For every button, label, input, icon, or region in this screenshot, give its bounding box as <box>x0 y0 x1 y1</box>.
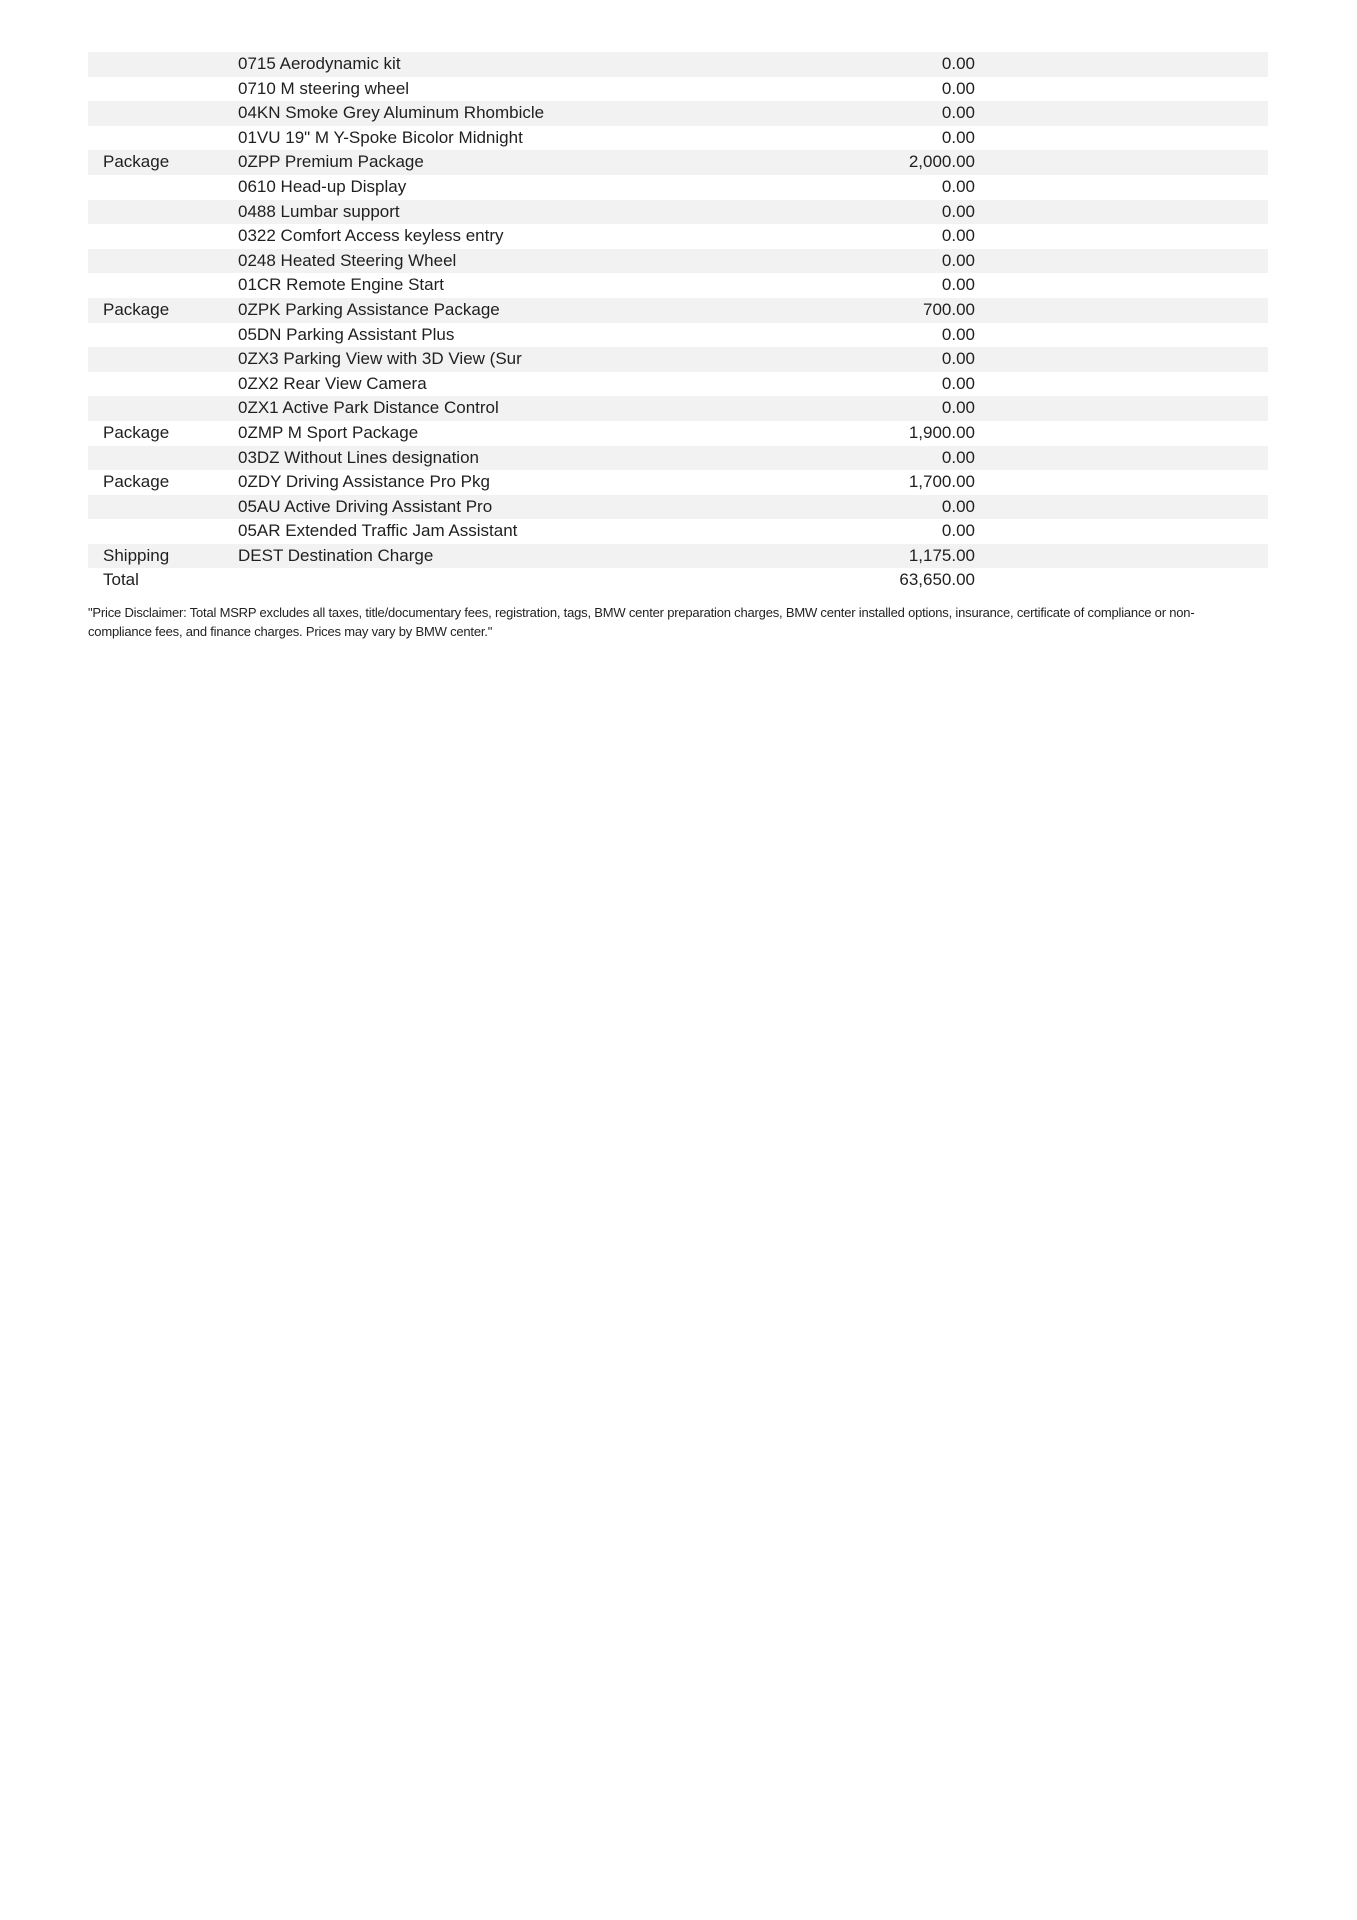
row-item: 04KN Smoke Grey Aluminum Rhombicle <box>238 103 545 123</box>
table-row <box>88 544 1268 569</box>
row-item: 0610 Head-up Display <box>238 176 407 196</box>
row-item: DEST Destination Charge <box>238 545 434 565</box>
table-row <box>88 273 1268 298</box>
row-price: 1,175.00 <box>908 545 975 565</box>
row-item: 0715 Aerodynamic kit <box>238 54 401 73</box>
row-item: 05AR Extended Traffic Jam Assistant <box>238 521 518 541</box>
row-category: Shipping <box>103 545 170 565</box>
row-category: Total <box>103 570 139 590</box>
row-price: 0.00 <box>941 521 975 541</box>
table-row <box>88 323 1268 348</box>
table-row <box>88 347 1268 372</box>
table-row <box>88 77 1268 102</box>
table-row <box>88 101 1268 126</box>
row-item: 0248 Heated Steering Wheel <box>238 250 457 270</box>
row-price: 0.00 <box>941 373 975 393</box>
table-row <box>88 200 1268 225</box>
table-row <box>88 396 1268 421</box>
table-row <box>88 175 1268 200</box>
table-row <box>88 446 1268 471</box>
row-price: 700.00 <box>923 299 975 319</box>
table-row <box>88 224 1268 249</box>
row-category: Package <box>103 299 170 319</box>
table-row <box>88 495 1268 520</box>
row-item: 0ZX2 Rear View Camera <box>238 373 427 393</box>
table-row <box>88 568 1268 593</box>
row-item: 05DN Parking Assistant Plus <box>238 324 455 344</box>
row-price: 0.00 <box>941 103 975 123</box>
row-item: 03DZ Without Lines designation <box>238 447 479 467</box>
table-row <box>88 52 1268 77</box>
table-row <box>88 126 1268 151</box>
row-price: 0.00 <box>941 496 975 516</box>
row-item: 0488 Lumbar support <box>238 201 400 221</box>
row-price: 0.00 <box>941 176 975 196</box>
row-item: 0ZX1 Active Park Distance Control <box>238 398 499 418</box>
table-row <box>88 372 1268 397</box>
row-item: 0ZPP Premium Package <box>238 152 424 172</box>
table-row <box>88 298 1268 323</box>
row-price: 63,650.00 <box>899 570 975 590</box>
row-price: 1,900.00 <box>908 422 975 442</box>
row-item: 0ZPK Parking Assistance Package <box>238 299 500 319</box>
table-row <box>88 519 1268 544</box>
row-item: 01VU 19" M Y-Spoke Bicolor Midnight <box>238 127 523 147</box>
row-price: 2,000.00 <box>908 152 975 172</box>
row-item: 0ZMP M Sport Package <box>238 422 419 442</box>
row-item: 05AU Active Driving Assistant Pro <box>238 496 493 516</box>
row-price: 0.00 <box>941 54 975 73</box>
row-price: 0.00 <box>941 201 975 221</box>
table-row <box>88 249 1268 274</box>
row-item: 0ZDY Driving Assistance Pro Pkg <box>238 472 490 492</box>
row-price: 0.00 <box>941 226 975 246</box>
row-price: 0.00 <box>941 275 975 295</box>
options-table <box>88 52 1268 593</box>
row-category: Package <box>103 152 170 172</box>
table-row <box>88 470 1268 495</box>
row-category: Package <box>103 422 170 442</box>
row-price: 0.00 <box>941 349 975 369</box>
price-disclaimer: "Price Disclaimer: Total MSRP excludes all taxes, title/documentary fees, registration, tags, BMW center preparation charges, BMW center installed options, insurance, certificate of compliance or non-compliance fees, and finance charges. Prices may vary by BMW center." <box>88 605 1195 639</box>
table-row <box>88 421 1268 446</box>
row-price: 0.00 <box>941 324 975 344</box>
row-price: 0.00 <box>941 250 975 270</box>
table-row <box>88 150 1268 175</box>
row-item: 0322 Comfort Access keyless entry <box>238 226 504 246</box>
row-price: 0.00 <box>941 398 975 418</box>
row-item: 01CR Remote Engine Start <box>238 275 444 295</box>
row-price: 1,700.00 <box>908 472 975 492</box>
row-category: Package <box>103 472 170 492</box>
row-price: 0.00 <box>941 447 975 467</box>
row-price: 0.00 <box>941 78 975 98</box>
row-price: 0.00 <box>941 127 975 147</box>
row-item: 0ZX3 Parking View with 3D View (Sur <box>238 349 522 369</box>
row-item: 0710 M steering wheel <box>238 78 410 98</box>
